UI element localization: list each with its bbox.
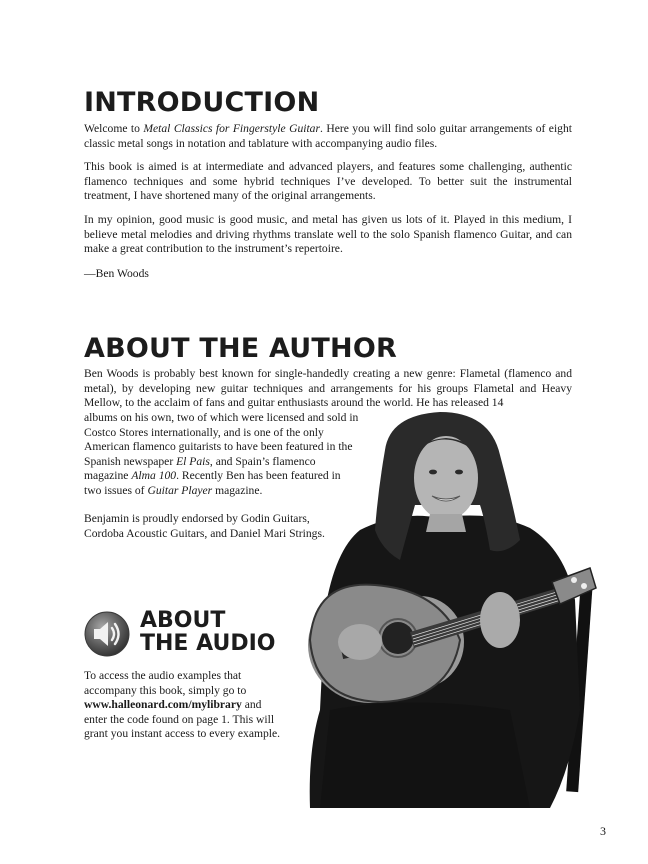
audio-paragraph [84,669,284,742]
author-p1-text-a: albums on his own, two of which were licensed and sold in Costco Stores internationally, and is one of the only American flamenco guitarists to have been featured in the Spanish newspaper [84,411,359,468]
library-url-link[interactable]: www.halleonard.com/mylibrary [84,698,242,712]
page-number: 3 [600,824,606,838]
intro-p1-text-cont: . Here you will find solo guitar arrangements of eight classic metal songs in notation and tablature with accompanying audio files. [84,122,572,150]
about-author-heading: ABOUT THE AUTHOR [84,333,397,364]
intro-paragraph-1 [84,122,572,151]
about-audio-line2: THE AUDIO [140,631,276,656]
author-paragraph-2: Benjamin is proudly endorsed by Godin Guitars, Cordoba Acoustic Guitars, and Daniel Mari Strings. [84,512,325,540]
author-p1-text-c: . Recently Ben has been featured in two issues of [84,469,341,497]
intro-paragraph-2: This book is aimed is at intermediate and advanced players, and features some challenging, authentic flamenco techniques and some hybrid techniques I’ve developed. To better suit the instrumental treatment, I have shortened many of the original arrangements. [84,160,572,203]
magazine-name: Alma 100 [131,469,177,483]
audio-text-b: and enter the code found on page 1. This will grant you instant access to every example. [84,698,281,741]
author-p1-text-d: magazine. [212,483,263,497]
author-p1-text-b: , and Spain’s flamenco magazine [84,454,316,483]
intro-signature: —Ben Woods [84,267,149,280]
about-audio-line1: ABOUT [140,608,226,633]
guitar-player-name: Guitar Player [147,483,213,497]
intro-paragraph-3: In my opinion, good music is good music, and metal has given us lots of it. Played in this medium, I believe metal melodies and driving rhythms translate well to the solo Spanish flamenco Guitar, and can make a great contribution to the instrument’s repertoire. [84,213,572,256]
author-paragraph-1-wide: Ben Woods is probably best known for single-handedly creating a new genre: Flametal (flamenco and metal), by developing new guitar techniques and arrangements for his groups Flametal and Heavy Mellow, to the acclaim of fans and guitar enthusiasts around the world. He has released 14 [84,367,572,410]
about-audio-header [84,607,314,661]
speaker-icon [84,611,130,657]
author-with-guitar-photo [290,410,600,808]
about-audio-heading [140,609,275,655]
intro-p1-text: Welcome to [84,122,144,135]
audio-text-a: To access the audio examples that accompany this book, simply go to [84,669,247,697]
introduction-heading: INTRODUCTION [84,87,320,118]
book-title: Metal Classics for Fingerstyle Guitar [143,122,320,135]
newspaper-name: El Pais [176,454,210,468]
